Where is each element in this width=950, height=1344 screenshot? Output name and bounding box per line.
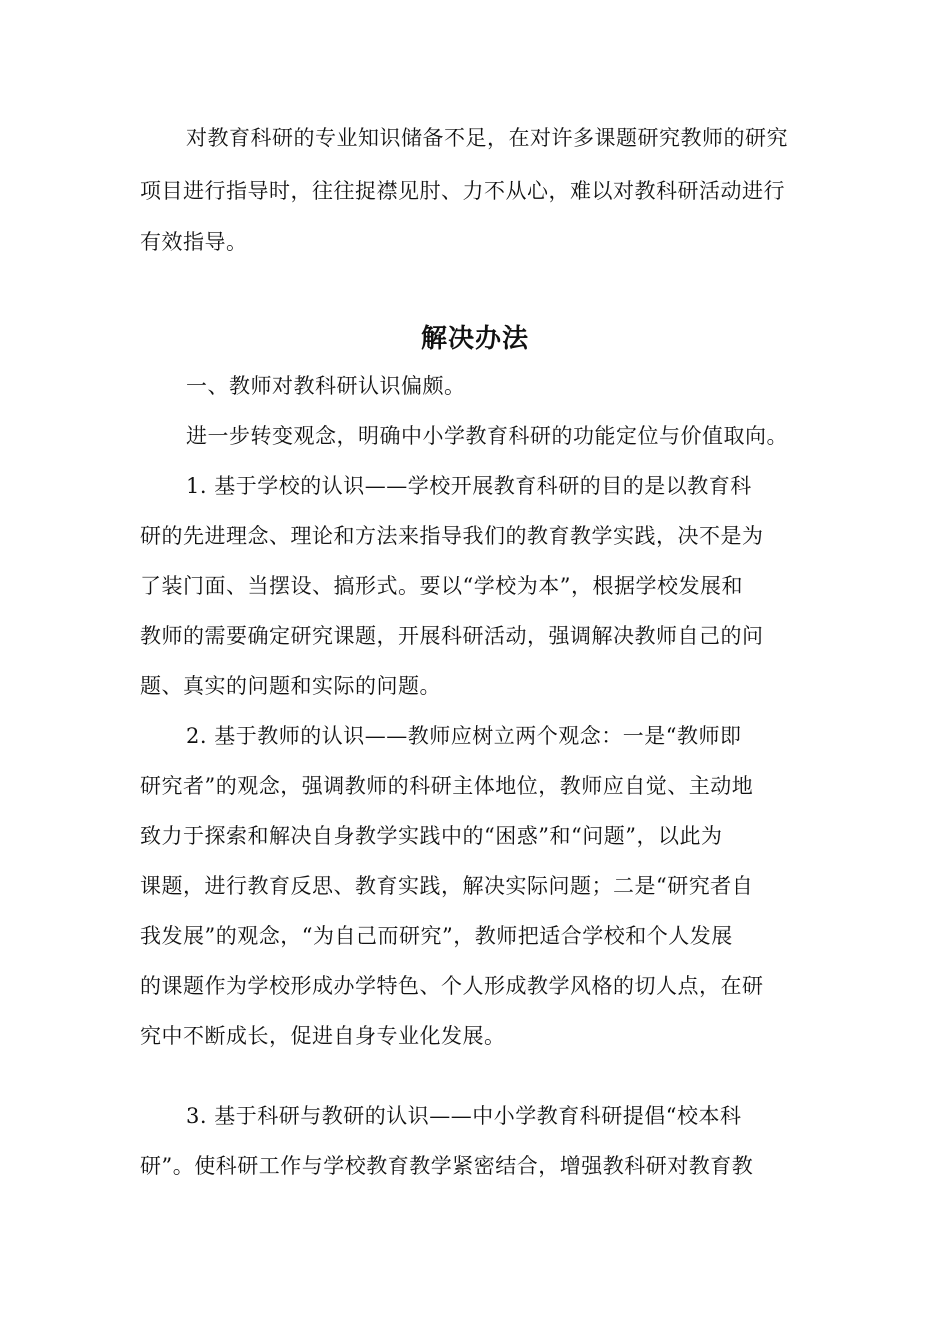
intro-line-2: 项目进行指导时，往往捉襟见肘、力不从心，难以对教科研活动进行	[140, 179, 785, 203]
item2-line-4: 课题，进行教育反思、教育实践，解决实际问题；二是“研究者自	[140, 874, 754, 898]
item2-line-1: 2. 基于教师的认识——教师应树立两个观念：一是“教师即	[186, 724, 742, 748]
section-heading: 解决办法	[420, 324, 529, 354]
item1-line-1: 1. 基于学校的认识——学校开展教育科研的目的是以教育科	[186, 474, 752, 498]
section1-title: 一、教师对教科研认识偏颇。	[186, 374, 466, 398]
intro-line-1: 对教育科研的专业知识储备不足，在对许多课题研究教师的研究	[186, 126, 788, 150]
item2-line-3: 致力于探索和解决自身教学实践中的“困惑”和“问题”，以此为	[140, 824, 723, 848]
item1-line-2: 研的先进理念、理论和方法来指导我们的教育教学实践，决不是为	[140, 524, 764, 548]
section1-intro: 进一步转变观念，明确中小学教育科研的功能定位与价值取向。	[186, 424, 788, 448]
item1-line-3: 了装门面、当摆设、搞形式。要以“学校为本”，根据学校发展和	[140, 574, 743, 598]
item3-line-1: 3. 基于科研与教研的认识——中小学教育科研提倡“校本科	[186, 1104, 742, 1128]
item2-line-2: 研究者”的观念，强调教师的科研主体地位，教师应自觉、主动地	[140, 774, 754, 798]
item3-line-2: 研”。使科研工作与学校教育教学紧密结合，增强教科研对教育教	[140, 1154, 754, 1178]
item2-line-7: 究中不断成长，促进自身专业化发展。	[140, 1024, 506, 1048]
item1-line-4: 教师的需要确定研究课题，开展科研活动，强调解决教师自己的问	[140, 624, 764, 648]
item2-line-6: 的课题作为学校形成办学特色、个人形成教学风格的切人点，在研	[140, 974, 764, 998]
intro-line-3: 有效指导。	[140, 230, 248, 254]
item2-line-5: 我发展”的观念，“为自己而研究”，教师把适合学校和个人发展	[140, 924, 733, 948]
item1-line-5: 题、真实的问题和实际的问题。	[140, 674, 441, 698]
